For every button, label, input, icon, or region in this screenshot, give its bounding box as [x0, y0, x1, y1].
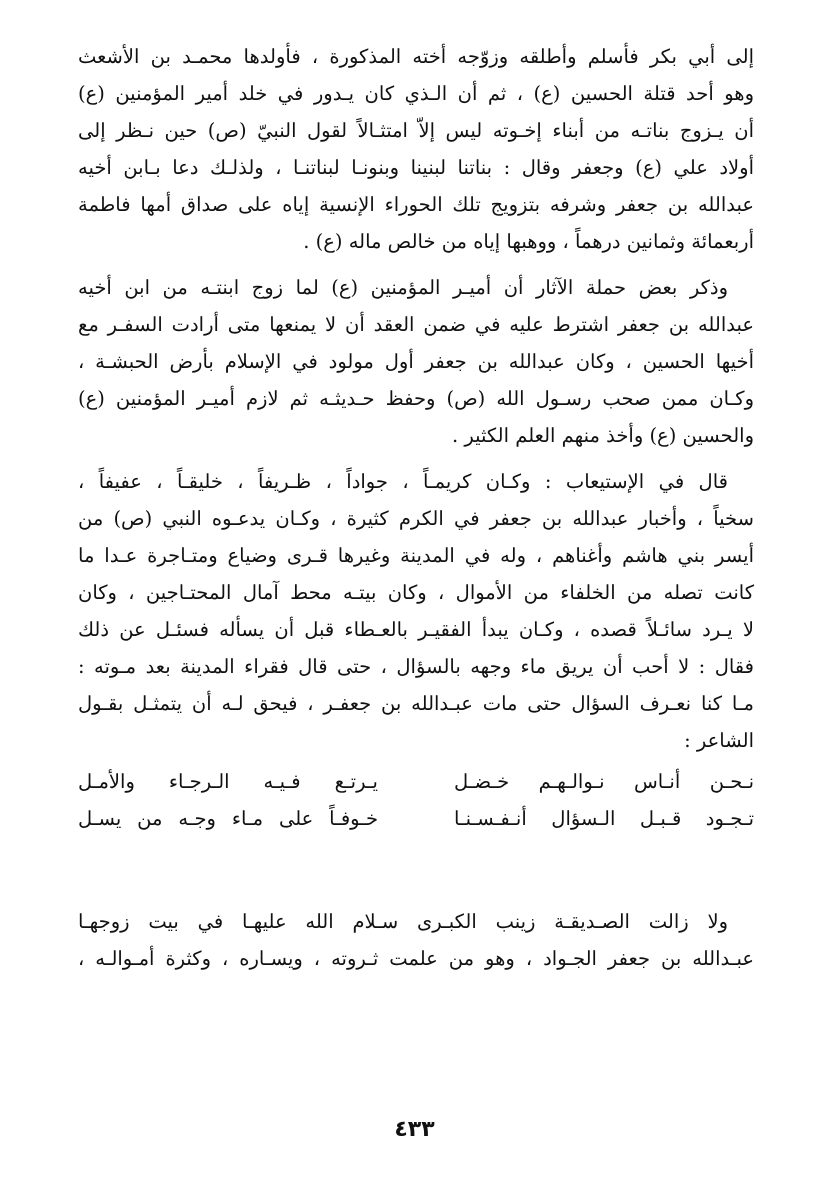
text-line: والحسين (ع) وأخذ منهم العلم الكثير .: [451, 424, 754, 447]
text-line: أيسر بني هاشم وأغناهم ، وله في المدينة وغيرها قـرى وضياع ومتـاجرة عـدا ما: [78, 544, 754, 567]
text-line: عبدالله بن جعفر اشترط عليه في ضمن العقد أن لا يمنعها متى أرادت السفـر مع: [78, 313, 754, 336]
text-line: أربعمائة وثمانين درهماً ، ووهبها إياه من خالص ماله (ع) .: [303, 230, 754, 253]
verse-second-hemistich: خـوفـاً على مـاء وجـه من يسـل: [78, 807, 378, 830]
text-line: قال في الإستيعاب : وكـان كريمـاً ، جواداً ، ظـريفاً ، خليقـاً ، عفيفاً ،: [78, 470, 728, 493]
verse-first-hemistich: تـجـود قـبـل الـسؤال أنـفـسـنـا: [454, 807, 754, 830]
text-line: وكـان ممن صحب رسـول الله (ص) وحفظ حـديثـه ثم لازم أميـر المؤمنين (ع): [78, 387, 754, 410]
text-line: الشاعر :: [684, 729, 754, 752]
verse-first-hemistich: نـحـن أنـاس نـوالـهـم خـضـل: [454, 770, 754, 793]
text-line: كانت تصله من الخلفاء من الأموال ، وكان بيتـه محط آمال المحتـاجين ، وكان: [78, 581, 754, 604]
text-line: وذكر بعض حملة الآثار أن أميـر المؤمنين (ع) لما زوج ابنتـه من ابن أخيه: [78, 276, 728, 299]
text-line: أن يـزوج بناتـه من أبناء إخـوته ليس إلاّ امتثـالاً لقول النبيّ (ص) حين نـظر إلى: [78, 119, 754, 142]
poem-verses: [78, 763, 754, 837]
verse-second-hemistich: يـرتـع فـيـه الـرجـاء والأمـل: [78, 770, 378, 793]
text-line: لا يـرد سائـلاً قصده ، وكـان يبدأ الفقيـر بالعـطاء قبل أن يسأله فسئـل عن ذلك: [78, 618, 754, 641]
text-line: وهو أحد قتلة الحسين (ع) ، ثم أن الـذي كان يـدور في خلد أمير المؤمنين (ع): [78, 82, 754, 105]
text-line: إلى أبي بكر فأسلم وأطلقه وزوّجه أخته المذكورة ، فأولدها محمـد بن الأشعث: [78, 45, 754, 68]
paragraph-3: [78, 463, 754, 759]
page-number: ٤٣٣: [394, 1117, 435, 1142]
text-line: عبدالله بن جعفر وشرفه بتزويج تلك الحوراء الإنسية إياه على صداق أمها فاطمة: [78, 193, 754, 216]
page-body: [78, 38, 754, 977]
text-line: أخيها الحسين ، وكان عبدالله بن جعفر أول مولود في الإسلام بأرض الحبشـة ،: [78, 350, 754, 373]
text-line: فقال : لا أحب أن يريق ماء وجهه بالسؤال ، حتى قال فقراء المدينة بعد مـوته :: [78, 655, 754, 678]
text-line: مـا كنا نعـرف السؤال حتى مات عبـدالله بن جعفـر ، فيحق لـه أن يتمثـل بقـول: [78, 692, 754, 715]
text-line: ولا زالت الصـديقـة زينب الكبـرى سـلام الله عليهـا في بيت زوجهـا: [78, 910, 728, 933]
text-line: أولاد علي (ع) وجعفر وقال : بناتنا لبنينا وبنونـا لبناتنـا ، ولذلـك دعا بـابن أخيه: [78, 156, 754, 179]
text-line: سخياً ، وأخبار عبدالله بن جعفر في الكرم كثيرة ، وكـان يدعـوه النبي (ص) من: [78, 507, 754, 530]
paragraph-2: [78, 269, 754, 454]
text-line: عبـدالله بن جعفر الجـواد ، وهو من علمت ثـروته ، ويسـاره ، وكثرة أمـوالـه ،: [78, 947, 754, 970]
poem-verse: [78, 800, 754, 837]
paragraph-1: [78, 38, 754, 260]
paragraph-4: [78, 903, 754, 977]
poem-verse: [78, 763, 754, 800]
